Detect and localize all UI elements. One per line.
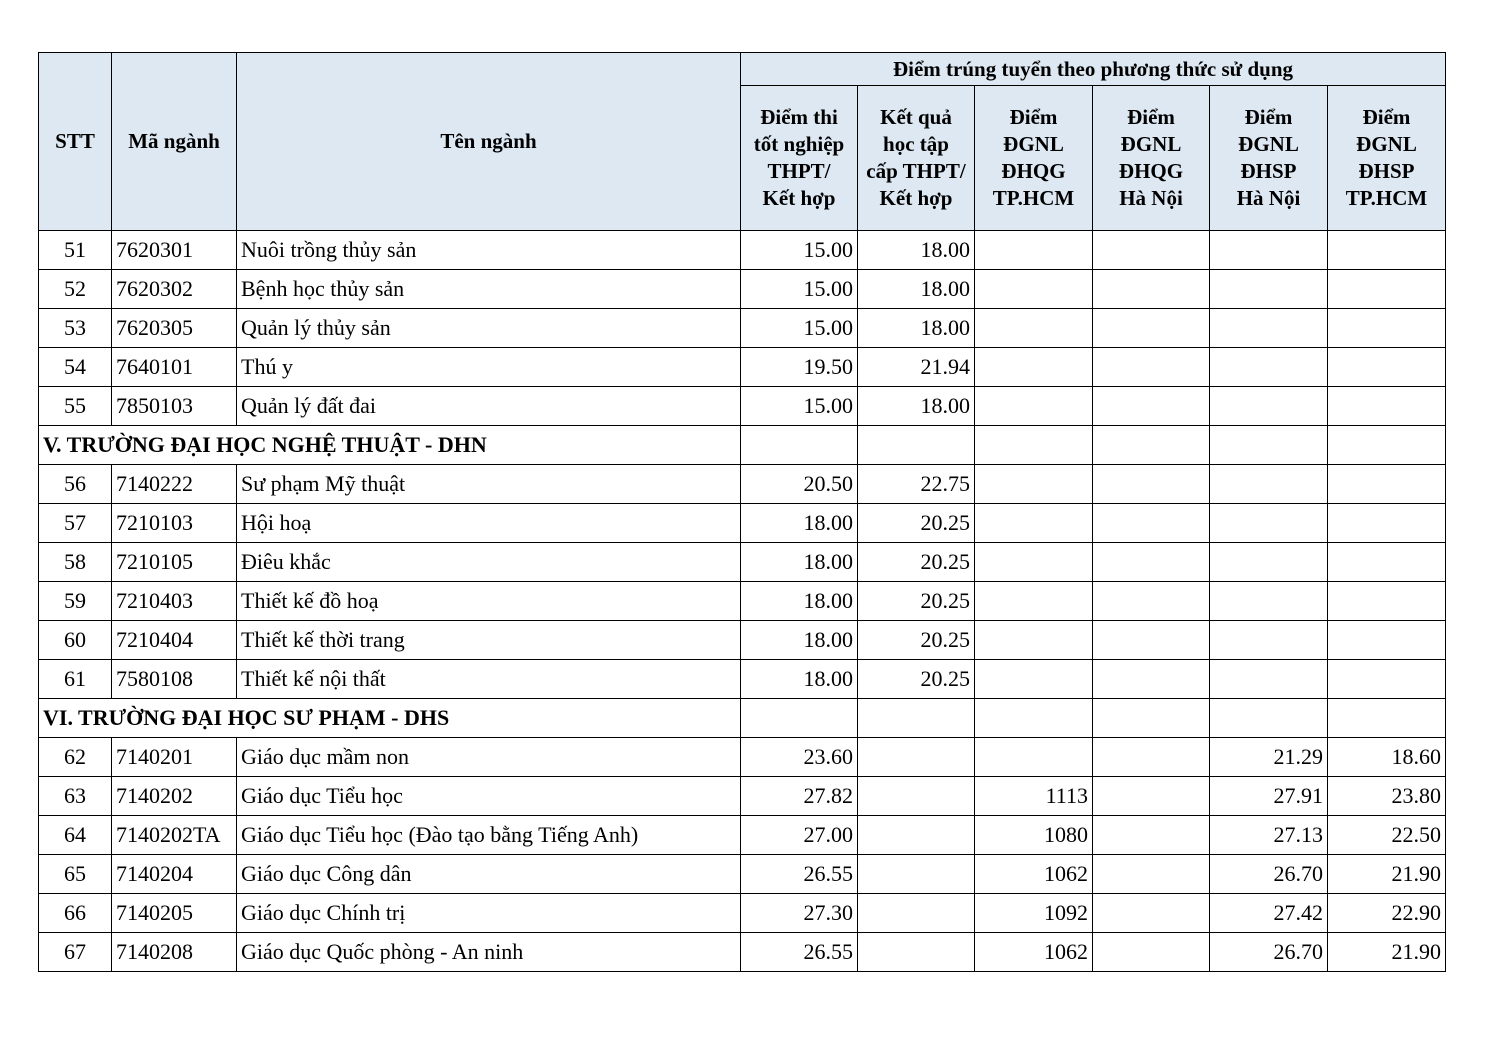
header-method-4 bbox=[1093, 86, 1210, 231]
row-major-name: Giáo dục Tiểu học bbox=[237, 777, 741, 816]
table-header bbox=[39, 53, 1446, 231]
table-row bbox=[39, 660, 1446, 699]
row-major-code: 7850103 bbox=[112, 387, 237, 426]
row-major-code: 7620301 bbox=[112, 231, 237, 270]
empty-cell bbox=[1210, 699, 1328, 738]
row-score-method-3: 1062 bbox=[975, 855, 1093, 894]
table-row bbox=[39, 777, 1446, 816]
header-method-line: cấp THPT/ bbox=[866, 159, 966, 183]
row-major-code: 7140205 bbox=[112, 894, 237, 933]
table-row bbox=[39, 933, 1446, 972]
header-method-line: TP.HCM bbox=[992, 186, 1075, 210]
section-row bbox=[39, 426, 1446, 465]
row-score-method-2: 18.00 bbox=[858, 231, 975, 270]
table-row bbox=[39, 738, 1446, 777]
row-score-method-2 bbox=[858, 777, 975, 816]
row-major-name: Thiết kế đồ hoạ bbox=[237, 582, 741, 621]
table-row bbox=[39, 231, 1446, 270]
row-stt: 58 bbox=[39, 543, 112, 582]
row-score-method-2: 18.00 bbox=[858, 387, 975, 426]
table-row bbox=[39, 582, 1446, 621]
row-major-name: Hội hoạ bbox=[237, 504, 741, 543]
row-score-method-3 bbox=[975, 582, 1093, 621]
header-method-line: ĐGNL bbox=[1120, 132, 1182, 156]
row-score-method-2: 22.75 bbox=[858, 465, 975, 504]
row-stt: 57 bbox=[39, 504, 112, 543]
header-method-line: Hà Nội bbox=[1119, 186, 1183, 210]
row-score-method-5 bbox=[1210, 621, 1328, 660]
row-score-method-5: 26.70 bbox=[1210, 933, 1328, 972]
row-major-name: Điêu khắc bbox=[237, 543, 741, 582]
row-score-method-1: 18.00 bbox=[741, 660, 858, 699]
row-major-code: 7140202 bbox=[112, 777, 237, 816]
row-score-method-5 bbox=[1210, 543, 1328, 582]
table-row bbox=[39, 621, 1446, 660]
empty-cell bbox=[1093, 426, 1210, 465]
row-stt: 59 bbox=[39, 582, 112, 621]
table-row bbox=[39, 855, 1446, 894]
row-score-method-3 bbox=[975, 309, 1093, 348]
row-score-method-1: 20.50 bbox=[741, 465, 858, 504]
header-method-1 bbox=[741, 86, 858, 231]
row-stt: 66 bbox=[39, 894, 112, 933]
row-score-method-5 bbox=[1210, 309, 1328, 348]
empty-cell bbox=[741, 426, 858, 465]
row-score-method-4 bbox=[1093, 894, 1210, 933]
row-score-method-2: 20.25 bbox=[858, 621, 975, 660]
row-score-method-1: 15.00 bbox=[741, 309, 858, 348]
header-code: Mã ngành bbox=[112, 53, 237, 231]
row-score-method-3 bbox=[975, 465, 1093, 504]
row-score-method-3 bbox=[975, 738, 1093, 777]
row-score-method-1: 27.00 bbox=[741, 816, 858, 855]
row-score-method-2: 18.00 bbox=[858, 270, 975, 309]
row-score-method-6 bbox=[1328, 270, 1446, 309]
header-method-line: ĐHSP bbox=[1240, 159, 1297, 183]
row-score-method-2: 20.25 bbox=[858, 582, 975, 621]
header-method-line: ĐHQG bbox=[1118, 159, 1184, 183]
row-major-name: Giáo dục Chính trị bbox=[237, 894, 741, 933]
row-score-method-6 bbox=[1328, 348, 1446, 387]
row-major-code: 7210404 bbox=[112, 621, 237, 660]
section-title: VI. TRƯỜNG ĐẠI HỌC SƯ PHẠM - DHS bbox=[39, 699, 741, 738]
row-score-method-3 bbox=[975, 621, 1093, 660]
row-major-name: Sư phạm Mỹ thuật bbox=[237, 465, 741, 504]
row-major-code: 7210105 bbox=[112, 543, 237, 582]
header-method-line: ĐGNL bbox=[1238, 132, 1299, 156]
row-score-method-6 bbox=[1328, 309, 1446, 348]
row-score-method-3: 1080 bbox=[975, 816, 1093, 855]
table-row bbox=[39, 465, 1446, 504]
admission-scores-document bbox=[38, 52, 1446, 972]
empty-cell bbox=[975, 699, 1093, 738]
row-score-method-4 bbox=[1093, 504, 1210, 543]
header-method-line: ĐHQG bbox=[1001, 159, 1066, 183]
row-score-method-1: 27.30 bbox=[741, 894, 858, 933]
row-score-method-2 bbox=[858, 816, 975, 855]
row-score-method-2: 20.25 bbox=[858, 660, 975, 699]
row-major-name: Giáo dục Quốc phòng - An ninh bbox=[237, 933, 741, 972]
row-score-method-5 bbox=[1210, 231, 1328, 270]
row-score-method-5: 26.70 bbox=[1210, 855, 1328, 894]
row-major-code: 7580108 bbox=[112, 660, 237, 699]
row-score-method-2: 18.00 bbox=[858, 309, 975, 348]
header-method-line: TP.HCM bbox=[1345, 186, 1428, 210]
row-score-method-2: 21.94 bbox=[858, 348, 975, 387]
row-score-method-1: 18.00 bbox=[741, 504, 858, 543]
row-score-method-2 bbox=[858, 738, 975, 777]
row-score-method-1: 26.55 bbox=[741, 855, 858, 894]
table-row bbox=[39, 387, 1446, 426]
empty-cell bbox=[1093, 699, 1210, 738]
header-method-line: Điểm bbox=[1244, 105, 1293, 129]
row-score-method-5 bbox=[1210, 270, 1328, 309]
row-score-method-4 bbox=[1093, 387, 1210, 426]
row-major-name: Thú y bbox=[237, 348, 741, 387]
row-score-method-1: 26.55 bbox=[741, 933, 858, 972]
row-stt: 52 bbox=[39, 270, 112, 309]
empty-cell bbox=[1210, 426, 1328, 465]
row-score-method-4 bbox=[1093, 582, 1210, 621]
empty-cell bbox=[858, 426, 975, 465]
row-stt: 60 bbox=[39, 621, 112, 660]
table-row bbox=[39, 270, 1446, 309]
table-row bbox=[39, 543, 1446, 582]
row-score-method-6: 21.90 bbox=[1328, 933, 1446, 972]
row-score-method-6: 22.90 bbox=[1328, 894, 1446, 933]
table-row bbox=[39, 309, 1446, 348]
row-major-code: 7210103 bbox=[112, 504, 237, 543]
row-score-method-2: 20.25 bbox=[858, 543, 975, 582]
row-major-code: 7140201 bbox=[112, 738, 237, 777]
header-method-line: ĐGNL bbox=[1356, 132, 1417, 156]
row-score-method-5: 27.91 bbox=[1210, 777, 1328, 816]
row-score-method-4 bbox=[1093, 660, 1210, 699]
row-stt: 64 bbox=[39, 816, 112, 855]
section-row bbox=[39, 699, 1446, 738]
table-row bbox=[39, 348, 1446, 387]
row-score-method-4 bbox=[1093, 816, 1210, 855]
row-major-name: Thiết kế thời trang bbox=[237, 621, 741, 660]
row-major-name: Nuôi trồng thủy sản bbox=[237, 231, 741, 270]
row-stt: 54 bbox=[39, 348, 112, 387]
row-score-method-2: 20.25 bbox=[858, 504, 975, 543]
row-score-method-5 bbox=[1210, 387, 1328, 426]
table-body bbox=[39, 231, 1446, 972]
row-score-method-2 bbox=[858, 894, 975, 933]
row-score-method-5: 27.42 bbox=[1210, 894, 1328, 933]
header-method-line: tốt nghiệp bbox=[753, 132, 845, 156]
row-major-name: Quản lý thủy sản bbox=[237, 309, 741, 348]
row-score-method-2 bbox=[858, 933, 975, 972]
row-score-method-1: 15.00 bbox=[741, 387, 858, 426]
row-score-method-6 bbox=[1328, 231, 1446, 270]
row-score-method-4 bbox=[1093, 309, 1210, 348]
row-score-method-6: 23.80 bbox=[1328, 777, 1446, 816]
row-score-method-1: 23.60 bbox=[741, 738, 858, 777]
row-score-method-5: 27.13 bbox=[1210, 816, 1328, 855]
row-score-method-4 bbox=[1093, 465, 1210, 504]
empty-cell bbox=[741, 699, 858, 738]
row-major-name: Giáo dục Công dân bbox=[237, 855, 741, 894]
row-score-method-4 bbox=[1093, 933, 1210, 972]
row-score-method-4 bbox=[1093, 348, 1210, 387]
row-score-method-6: 21.90 bbox=[1328, 855, 1446, 894]
row-stt: 61 bbox=[39, 660, 112, 699]
row-score-method-4 bbox=[1093, 777, 1210, 816]
row-score-method-4 bbox=[1093, 855, 1210, 894]
row-score-method-4 bbox=[1093, 231, 1210, 270]
header-method-line: Hà Nội bbox=[1236, 186, 1301, 210]
header-method-line: Điểm bbox=[1362, 105, 1411, 129]
row-major-code: 7620305 bbox=[112, 309, 237, 348]
row-score-method-3: 1092 bbox=[975, 894, 1093, 933]
row-stt: 56 bbox=[39, 465, 112, 504]
row-score-method-6 bbox=[1328, 387, 1446, 426]
row-score-method-1: 27.82 bbox=[741, 777, 858, 816]
row-stt: 65 bbox=[39, 855, 112, 894]
row-score-method-6: 22.50 bbox=[1328, 816, 1446, 855]
row-major-code: 7140222 bbox=[112, 465, 237, 504]
row-score-method-3: 1113 bbox=[975, 777, 1093, 816]
row-score-method-6 bbox=[1328, 465, 1446, 504]
row-major-name: Giáo dục Tiểu học (Đào tạo bằng Tiếng Anh) bbox=[237, 816, 741, 855]
header-method-line: học tập bbox=[883, 132, 949, 156]
row-score-method-4 bbox=[1093, 270, 1210, 309]
row-stt: 53 bbox=[39, 309, 112, 348]
row-score-method-6 bbox=[1328, 660, 1446, 699]
row-major-name: Giáo dục mầm non bbox=[237, 738, 741, 777]
table-row bbox=[39, 894, 1446, 933]
header-method-line: Kết hợp bbox=[762, 186, 836, 210]
row-major-code: 7140202TA bbox=[112, 816, 237, 855]
admission-scores-table bbox=[38, 52, 1446, 972]
row-score-method-1: 18.00 bbox=[741, 582, 858, 621]
table-row bbox=[39, 816, 1446, 855]
row-score-method-3 bbox=[975, 504, 1093, 543]
header-method-line: ĐHSP bbox=[1358, 159, 1415, 183]
row-score-method-3 bbox=[975, 387, 1093, 426]
row-score-method-3 bbox=[975, 660, 1093, 699]
row-score-method-4 bbox=[1093, 738, 1210, 777]
row-major-name: Quản lý đất đai bbox=[237, 387, 741, 426]
section-title: V. TRƯỜNG ĐẠI HỌC NGHỆ THUẬT - DHN bbox=[39, 426, 741, 465]
header-method-line: ĐGNL bbox=[1003, 132, 1064, 156]
row-score-method-5: 21.29 bbox=[1210, 738, 1328, 777]
row-score-method-3 bbox=[975, 231, 1093, 270]
header-method-group: Điểm trúng tuyển theo phương thức sử dụng bbox=[741, 53, 1446, 86]
row-stt: 67 bbox=[39, 933, 112, 972]
row-stt: 51 bbox=[39, 231, 112, 270]
header-name: Tên ngành bbox=[237, 53, 741, 231]
empty-cell bbox=[1328, 426, 1446, 465]
header-method-line: Điểm bbox=[1127, 105, 1175, 129]
row-score-method-2 bbox=[858, 855, 975, 894]
row-score-method-1: 15.00 bbox=[741, 270, 858, 309]
table-row bbox=[39, 504, 1446, 543]
row-score-method-5 bbox=[1210, 660, 1328, 699]
row-score-method-6 bbox=[1328, 543, 1446, 582]
row-major-code: 7210403 bbox=[112, 582, 237, 621]
row-score-method-1: 19.50 bbox=[741, 348, 858, 387]
row-major-name: Bệnh học thủy sản bbox=[237, 270, 741, 309]
row-score-method-1: 18.00 bbox=[741, 621, 858, 660]
header-method-5 bbox=[1210, 86, 1328, 231]
row-score-method-3 bbox=[975, 543, 1093, 582]
row-score-method-6: 18.60 bbox=[1328, 738, 1446, 777]
row-major-code: 7640101 bbox=[112, 348, 237, 387]
row-score-method-3: 1062 bbox=[975, 933, 1093, 972]
row-score-method-3 bbox=[975, 348, 1093, 387]
header-stt: STT bbox=[39, 53, 112, 231]
row-score-method-3 bbox=[975, 270, 1093, 309]
row-score-method-5 bbox=[1210, 348, 1328, 387]
row-score-method-1: 18.00 bbox=[741, 543, 858, 582]
header-method-6 bbox=[1328, 86, 1446, 231]
row-major-code: 7140208 bbox=[112, 933, 237, 972]
header-method-line: Điểm thi bbox=[760, 105, 838, 129]
row-score-method-4 bbox=[1093, 543, 1210, 582]
row-score-method-1: 15.00 bbox=[741, 231, 858, 270]
empty-cell bbox=[858, 699, 975, 738]
row-major-code: 7140204 bbox=[112, 855, 237, 894]
row-stt: 63 bbox=[39, 777, 112, 816]
row-score-method-5 bbox=[1210, 465, 1328, 504]
empty-cell bbox=[1328, 699, 1446, 738]
row-stt: 62 bbox=[39, 738, 112, 777]
row-major-code: 7620302 bbox=[112, 270, 237, 309]
header-method-2 bbox=[858, 86, 975, 231]
row-score-method-4 bbox=[1093, 621, 1210, 660]
row-score-method-5 bbox=[1210, 504, 1328, 543]
header-method-3 bbox=[975, 86, 1093, 231]
header-method-line: Điểm bbox=[1009, 105, 1058, 129]
row-major-name: Thiết kế nội thất bbox=[237, 660, 741, 699]
header-method-line: Kết hợp bbox=[879, 186, 953, 210]
header-method-line: THPT/ bbox=[767, 159, 831, 183]
header-method-line: Kết quả bbox=[880, 105, 952, 129]
row-score-method-6 bbox=[1328, 504, 1446, 543]
empty-cell bbox=[975, 426, 1093, 465]
row-score-method-5 bbox=[1210, 582, 1328, 621]
row-score-method-6 bbox=[1328, 582, 1446, 621]
row-stt: 55 bbox=[39, 387, 112, 426]
row-score-method-6 bbox=[1328, 621, 1446, 660]
